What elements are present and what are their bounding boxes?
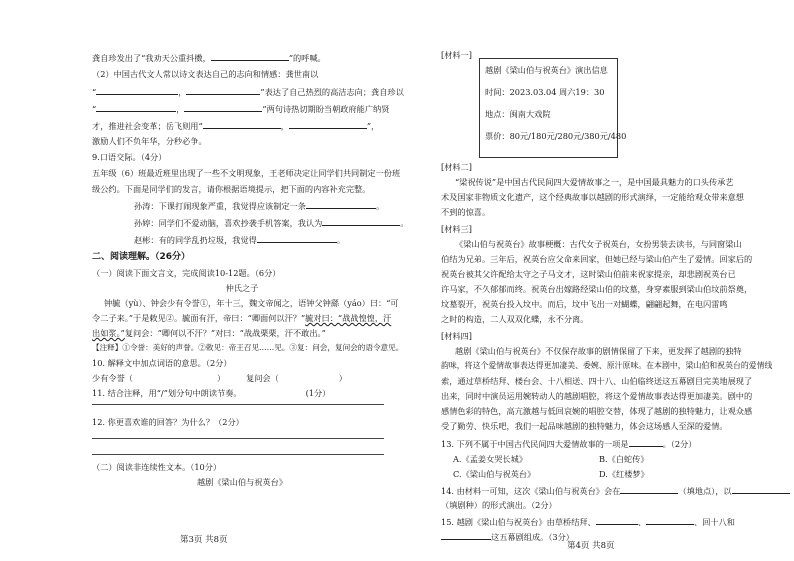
answer-line[interactable] xyxy=(92,404,384,405)
blank[interactable] xyxy=(646,516,694,525)
m4-line-6: 受了勤劳、快乐吧，我们一起品味越剧的独特魅力，体会这场感人至深的爱情。 xyxy=(441,421,728,431)
page-number-left: 第3页 共8页 xyxy=(180,535,228,545)
line-3: “ ， ”表达了自己热烈的高洁志向；龚自珍以 xyxy=(92,87,404,97)
q13-option-b[interactable]: B.《白蛇传》 xyxy=(599,454,649,464)
material-1-label: [材料一] xyxy=(441,50,472,60)
subsection-2-heading: （二）阅读非连续性文本。（10分） xyxy=(92,462,222,472)
page-number-right: 第4页 共8页 xyxy=(567,541,615,551)
box-location: 地点：闽南大戏院 xyxy=(485,109,551,119)
q10-item-a: 少有令誉（ ） xyxy=(92,373,226,383)
q10-item-b: 复问会（ ） xyxy=(246,373,347,383)
blank[interactable] xyxy=(620,485,678,494)
blank[interactable] xyxy=(203,120,281,129)
q9-text-1: 五年级（6）班最近班里出现了一些不文明现象，王老师决定让同学们共同制定一份班 xyxy=(92,168,401,178)
line-2: （2）中国古代文人常以诗文表达自己的志向和情感：龚世南以 xyxy=(92,69,319,79)
m3-line-2: 伯结为兄弟。三年后，祝英台应父命来回家，但她已经与梁山伯产生了爱情。回家后的 xyxy=(441,254,753,264)
m4-line-3: 索，通过草桥结拜、楼台会、十八相送、四十八、山伯临终送这五幕剧目完美地展现了 xyxy=(441,376,753,386)
subsection-1-heading: （一）阅读下面文言文，完成阅读10-12题。（6分） xyxy=(92,268,281,278)
m4-line-1: 越剧《梁山伯与祝英台》不仅保存故事的剧情保留了下来，更发挥了越剧的独特 xyxy=(455,346,742,356)
m3-line-3: 祝英台被其父许配给太守之子马文才，这时梁山伯前来祝家提亲，却悲剧祝英台已 xyxy=(441,269,736,279)
blank[interactable] xyxy=(96,86,178,95)
question-12: 12. 你更喜欢谁的回答？为什么？（2分） xyxy=(92,417,244,427)
line-5: 才，推进社会变革；岳飞则用“ ， ”， xyxy=(92,121,380,131)
material-4-label: [材料四] xyxy=(441,331,472,341)
passage-line-3: 出如浆。”复问会：“卿何以不汗？”对曰：“战战栗栗，汗不敢出。” xyxy=(92,328,326,338)
q13-option-c[interactable]: C.《梁山伯与祝英台》 xyxy=(453,469,536,479)
passage-title: 仲氏之子 xyxy=(225,283,259,293)
question-15-line-2: 这五幕剧组成。（3分） xyxy=(441,531,574,542)
m4-line-2: 韵味，将这个爱情故事表达得更加凄美、委婉、原汁原味。在本剧中，梁山伯和祝英台的爱情线 xyxy=(441,361,773,370)
blank[interactable] xyxy=(96,103,176,112)
page-4 xyxy=(397,0,794,561)
text-2-title: 越剧《梁山伯与祝英台》 xyxy=(196,477,288,487)
m2-line-2: 术及国家非物质文化遗产，这个经典故事以越剧的形式演绎，一定能给观众带来意想 xyxy=(441,192,744,202)
performance-info-box xyxy=(479,58,627,158)
box-time: 时间：2023.03.04 周六19：30 xyxy=(485,87,605,97)
q9-text-2: 级公约。下面是同学们的发言，请你根据语境提示，把下面的内容补充完整。 xyxy=(92,184,371,194)
blank[interactable] xyxy=(289,120,367,129)
q9-line-sun-tao: 孙涛：下课打闹现象严重，我觉得应该制定一条 。 xyxy=(134,201,385,211)
question-9: 9.口语交际。（4分） xyxy=(92,152,167,162)
question-13: 13. 下列不属于中国古代民间四大爱情故事的一项是 。（2分） xyxy=(441,439,697,449)
q13-option-d[interactable]: D.《红楼梦》 xyxy=(599,469,649,479)
q13-option-a[interactable]: A.《孟姜女哭长城》 xyxy=(453,454,528,464)
blank[interactable] xyxy=(306,200,376,209)
blank[interactable] xyxy=(629,438,663,447)
m3-line-5: 坟墓裂开，祝英台投入坟中。而后，坟中飞出一对蝴蝶，翩翩起舞，在电闪雷鸣 xyxy=(441,299,728,309)
material-2-label: [材料二] xyxy=(441,162,472,172)
passage-line-1: 钟毓（yù）、钟会少有令誉①，年十三，魏文帝闻之，语钟父钟繇（yáo）曰：“可 xyxy=(104,298,399,308)
q9-line-sun-ting: 孙婷：同学们不爱动脑，喜欢抄袭手机答案，我认为 。 xyxy=(134,218,409,228)
blank[interactable] xyxy=(184,103,262,112)
question-15-line-1: 15. 越剧《梁山伯与祝英台》由草桥结拜、 、 、回十八和 xyxy=(441,517,735,527)
answer-line[interactable] xyxy=(92,438,384,439)
passage-notes: 【注释】①令誉：美好的声誉。②敕见：帝王召见……见。③复：问会，复问会的语令意见。 xyxy=(92,343,404,352)
section-2-heading: 二、阅读理解。（26分） xyxy=(92,252,191,262)
q9-line-zhao-bin: 赵彬：有的同学乱扔垃圾，我觉得 。 xyxy=(134,235,346,245)
m2-line-3: 不到的惊喜。 xyxy=(441,207,491,217)
m3-line-6: 之时的构造，二人双双化蝶，永不分离。 xyxy=(441,314,589,324)
question-14-line-1: 14. 由材料一可知，这次《梁山伯与祝英台》会在 （填地点），以 xyxy=(441,485,790,496)
blank[interactable] xyxy=(322,217,400,226)
m3-line-1: 《梁山伯与祝英台》故事梗概：古代女子祝英台，女扮男装去读书，与同窗梁山 xyxy=(455,239,742,249)
m3-line-4: 许马家，不久郁郁而终。祝英台出嫁路经梁山伯的坟墓，身穿素服到梁山伯坟前祭奠， xyxy=(441,284,753,294)
question-10: 10. 解释文中加点词语的意思。（2分） xyxy=(92,358,232,368)
line-6: 激励人们不负年华，分秒必争。 xyxy=(92,136,207,146)
answer-line[interactable] xyxy=(92,454,384,455)
m4-line-4: 出来，同时中演员运用婉转动人的越剧唱腔，将这个爱情故事表达得更加凄美。剧中的 xyxy=(441,391,753,401)
question-14-line-2: （填剧种）的形式演出。（2分） xyxy=(441,500,557,510)
question-11: 11. 结合注释，用“/”划分句中朗读节奏。 (1分） xyxy=(92,388,331,398)
blank[interactable] xyxy=(732,485,790,494)
blank[interactable] xyxy=(211,52,289,61)
blank[interactable] xyxy=(186,86,260,95)
box-price: 票价：80元/180元/280元/380元/480 xyxy=(485,131,627,141)
box-title: 越剧《梁山伯与祝英台》演出信息 xyxy=(485,65,608,75)
blank[interactable] xyxy=(596,516,638,525)
blank[interactable] xyxy=(441,531,491,540)
blank[interactable] xyxy=(257,234,337,243)
line-1: 龚自珍发出了“我劝天公重抖擞， ”的呼喊。 xyxy=(92,53,326,63)
m2-line-1: “梁祝传说”是中国古代民间四大爱情故事之一，是中国最具魅力的口头传承艺 xyxy=(455,177,734,187)
passage-line-2: 令二子来。”于是敕见②。毓面有汗，帝曰：“卿面何以汗？”毓对曰：“战战惶惶，汗 xyxy=(92,313,392,323)
line-4: “ ， ”两句诗热切期盼当朝政府能广纳贤 xyxy=(92,104,390,114)
m4-line-5: 感情色彩的特色，高亢激越与低回哀婉的唱腔交替，体现了越剧的独特魅力，让观众感 xyxy=(441,406,753,416)
material-3-label: [材料三] xyxy=(441,224,472,234)
